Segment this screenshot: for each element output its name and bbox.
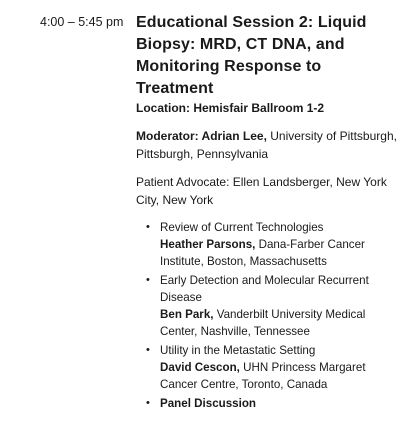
session-time: 4:00 – 5:45 pm [40,15,124,29]
bullet-icon: • [146,274,150,286]
speaker-name: Ben Park, [160,308,214,321]
moderator-name: Moderator: Adrian Lee, [136,129,267,143]
bullet-icon: • [146,397,150,409]
list-item [146,395,398,412]
patient-advocate-line: Patient Advocate: Ellen Landsberger, New York City, New York [136,175,387,207]
bullet-icon: • [146,221,150,233]
session-title: Educational Session 2: Liquid Biopsy: MRD, CT DNA, and Monitoring Response to Treatment [136,14,367,97]
speaker-affiliation: Vanderbilt University Medical Center, Nashville, Tennessee [160,308,366,338]
speaker-name: Heather Parsons, [160,238,256,251]
list-item [146,342,398,393]
talk-speaker-line [160,236,398,270]
talk-title: Panel Discussion [160,397,257,410]
talk-title: Early Detection and Molecular Recurrent Disease [160,274,369,304]
speaker-affiliation: Dana-Farber Cancer Institute, Boston, Massachusetts [160,238,365,268]
talk-title: Utility in the Metastatic Setting [160,344,316,357]
moderator-affiliation: University of Pittsburgh, Pittsburgh, Pennsylvania [136,129,397,161]
talk-speaker-line [160,359,398,393]
session-details [136,12,398,414]
list-item [146,272,398,340]
moderator-line [136,127,398,163]
talk-speaker-line [160,306,398,340]
list-item [146,219,398,270]
speaker-name: David Cescon, [160,361,240,374]
bullet-icon: • [146,344,150,356]
session-location: Location: Hemisfair Ballroom 1-2 [136,101,325,115]
speaker-affiliation: UHN Princess Margaret Cancer Centre, Toronto, Canada [160,361,366,391]
talk-list [136,219,398,412]
talk-title: Review of Current Technologies [160,221,324,234]
